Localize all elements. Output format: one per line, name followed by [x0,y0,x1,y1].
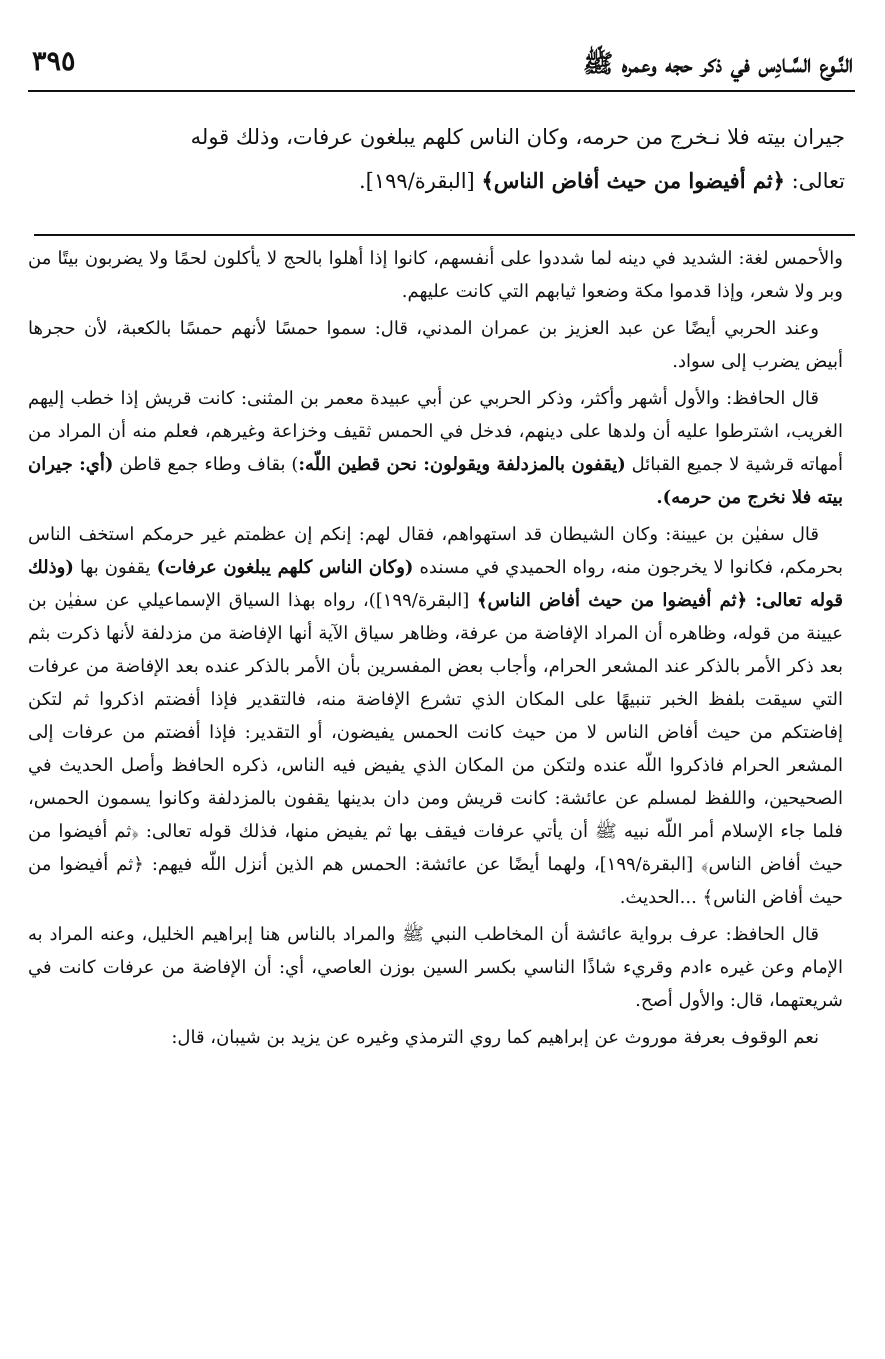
fn4-text-c: يقفون بها [73,557,157,578]
footnote-paragraph-1: والأحمس لغة: الشديد في دينه لما شددوا على أنفسهم، كانوا إذا أهلوا بالحج لا يأكلون لحمًا ولا يضربون بيتًا من وبر ولا شعر، وإذا قدموا مكة وضعوا ثيابهم التي كانت عليهم. [28,248,843,302]
fn4-bold-2: (وذلك قوله تعالى: ﴿ثم أفيضوا من حيث أفاض الناس﴾ [28,557,844,611]
fn4-text-d: [البقرة/١٩٩]) [368,590,477,611]
fn4-bold-1: (وكان الناس كلهم يبلغون عرفات) [156,557,414,578]
quran-reference: [البقرة/١٩٩]. [358,169,482,193]
footnote-paragraph-2: وعند الحربي أيضًا عن عبد العزيز بن عمران المدني، قال: سموا حمسًا لأنهم حمسًا بالكعبة، لأن حجرها أبيض يضرب إلى سواد. [28,318,843,372]
fn4-text-e: ، رواه بهذا السياق الإسماعيلي عن سفيٰن بن عيينة من قوله، وظاهره أن المراد الإفاضة من عرفة، وظاهر سياق الآية أنها الإفاضة من مزدلفة لأنها ذكرت بثم بعد ذكر الأمر بالذكر عند المشعر الحرام، وأجاب بعض المفسرين بأن الأمر بالذكر عنده بعد الإفاضة من عرفات التي سيقت بلفظ الخبر تنبيهًا على المكان الذي تشرع الإفاضة منه، فالتقدير فإذا أفضتم اذكروا ثم لتكن إفاضتكم من حيث أفاض الناس لا من حيث كانت الحمس يفيضون، أو التقدير: فإذا أفضتم من عرفات إلى المشعر الحرام فاذكروا اللّه عنده ولتكن من المكان الذي يفيض فيه الناس، ذكره الحافظ وأصل الحديث في الصحيحين، واللفظ لمسلم عن عائشة: كانت قريش ومن دان بدينها يقفون بالمزدلفة وكانوا يسمون الحمس، فلما جاء الإسلام أمر اللّه نبيه ﷺ أن يأتي عرفات فيقف بها ثم يفيض منها، فذلك قوله تعالى: ﴿ثم أفيضوا من حيث أفاض الناس﴾ [البقرة/١٩٩]، ولهما أيضًا عن عائشة: الحمس هم الذين أنزل اللّه فيهم: ﴿ثم أفيضوا من حيث أفاض الناس﴾ ...الحديث. [28,590,844,908]
fn3-text-a: قال الحافظ: والأول أشهر وأكثر، وذكر الحربي عن أبي عبيدة معمر بن المثنى: كانت قريش إذا خطب إليهم الغريب، اشترطوا عليه أن ولدها على دينهم، فدخل في الحمس ثقيف وخزاعة وغيرهم، فعلم منه أن المراد من أمهاته قرشية لا جميع القبائل [28,388,843,475]
main-line-2-prefix: تعالى: [784,169,845,193]
fn3-bold-1: (يقفون بالمزدلفة ويقولون: نحن قطين اللّه: [298,454,626,475]
fn4-text-a: قال سفيٰن بن عيينة: وكان الشيطان قد استهواهم، فقال لهم: إنكم إن عظمتم غير حرمكم استخف الناس بحرمكم، فكانوا لا يخرجون منه، رواه الحميدي في مسنده [28,524,843,578]
quran-quote: ﴿ثم أفيضوا من حيث أفاض الناس﴾ [481,168,785,193]
fn3-text-c: ) بقاف وطاء جمع قاطن [113,454,299,475]
footnote-paragraph-4 [28,518,843,914]
main-line-1: جيران بيته فلا نـخرج من حرمه، وكان الناس كلهم يبلغون عرفات، وذلك قوله [190,125,845,149]
footnote-paragraph-3 [28,382,843,514]
footnote-separator [34,234,855,236]
main-text [34,116,845,203]
footnote-paragraph-6: نعم الوقوف بعرفة موروث عن إبراهيم كما روي الترمذي وغيره عن يزيد بن شيبان، قال: [171,1027,819,1048]
main-line-2 [34,159,845,203]
fn3-bold-2: (أي: جيران بيته فلا نخرج من حرمه). [28,454,843,508]
page-number: ٣٩٥ [32,46,76,77]
header-title: النَّـوع السَّـادِس في ذكر حجه وعمره ﷺ [582,49,853,78]
running-header [28,46,855,92]
footnotes [28,242,843,1058]
footnote-paragraph-5: قال الحافظ: عرف برواية عائشة أن المخاطب النبي ﷺ والمراد بالناس هنا إبراهيم الخليل، وعنه المراد به الإمام وعن غيره ءادم وقريء شاذًا الناسي بكسر السين بوزن العاصي، أي: أن الإفاضة من عرفات كانت في شريعتهما، قال: والأول أصح. [28,924,843,1011]
